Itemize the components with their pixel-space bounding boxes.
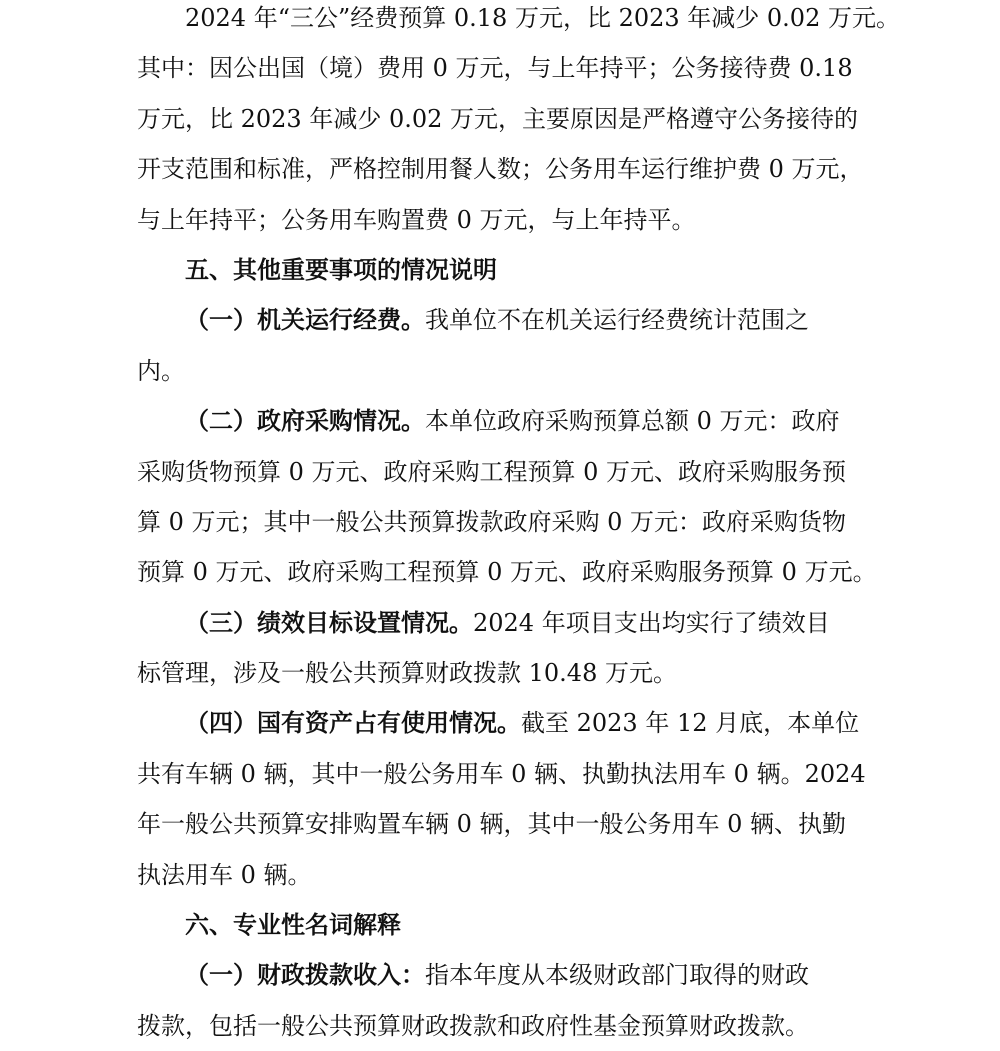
line-text: 我单位不在机关运行经费统计范围之 xyxy=(425,306,809,335)
text-line xyxy=(137,497,900,547)
text-line xyxy=(137,1001,900,1051)
line-text: 算 0 万元；其中一般公共预算拨款政府采购 0 万元：政府采购货物 xyxy=(137,507,847,536)
line-text: 开支范围和标准，严格控制用餐人数；公务用车运行维护费 0 万元， xyxy=(137,155,864,184)
text-line xyxy=(137,94,900,144)
line-text: 截至 2023 年 12 月底，本单位 xyxy=(521,709,860,738)
line-text: 采购货物预算 0 万元、政府采购工程预算 0 万元、政府采购服务预 xyxy=(137,457,847,486)
item-lead: （三）绩效目标设置情况。 xyxy=(185,607,473,637)
line-text: 内。 xyxy=(137,356,185,385)
item-lead: （四）国有资产占有使用情况。 xyxy=(185,708,521,738)
line-text: 预算 0 万元、政府采购工程预算 0 万元、政府采购服务预算 0 万元。 xyxy=(137,558,877,587)
item-lead: （二）政府采购情况。 xyxy=(185,406,425,436)
line-text: 2024 年项目支出均实行了绩效目 xyxy=(473,608,830,637)
text-line xyxy=(137,295,900,345)
text-line xyxy=(137,547,900,597)
document-body xyxy=(137,0,900,1051)
line-text: 2024 年“三公”经费预算 0.18 万元，比 2023 年减少 0.02 万元。 xyxy=(185,4,900,32)
line-text: 执法用车 0 辆。 xyxy=(137,860,312,889)
item-lead: （一）财政拨款收入： xyxy=(185,960,425,990)
text-line xyxy=(137,648,900,698)
line-text: 万元，比 2023 年减少 0.02 万元，主要原因是严格遵守公务接待的 xyxy=(137,104,859,133)
text-line xyxy=(137,447,900,497)
line-text: 拨款，包括一般公共预算财政拨款和政府性基金预算财政拨款。 xyxy=(137,1011,809,1040)
text-line xyxy=(137,195,900,245)
text-line xyxy=(137,749,900,799)
line-text: 其中：因公出国（境）费用 0 万元，与上年持平；公务接待费 0.18 xyxy=(137,54,853,83)
line-text: 指本年度从本级财政部门取得的财政 xyxy=(425,961,809,990)
text-line xyxy=(137,43,900,93)
line-text: 六、专业性名词解释 xyxy=(185,910,401,940)
text-line xyxy=(137,144,900,194)
line-text: 本单位政府采购预算总额 0 万元：政府 xyxy=(425,407,840,436)
text-line xyxy=(137,598,900,648)
text-line xyxy=(137,396,900,446)
text-line xyxy=(137,346,900,396)
line-text: 标管理，涉及一般公共预算财政拨款 10.48 万元。 xyxy=(137,659,677,688)
item-lead: （一）机关运行经费。 xyxy=(185,305,425,335)
line-text: 年一般公共预算安排购置车辆 0 辆，其中一般公务用车 0 辆、执勤 xyxy=(137,810,847,839)
text-line xyxy=(137,950,900,1000)
section-heading xyxy=(137,900,900,950)
text-line xyxy=(137,799,900,849)
line-text: 与上年持平；公务用车购置费 0 万元，与上年持平。 xyxy=(137,205,696,234)
line-text: 共有车辆 0 辆，其中一般公务用车 0 辆、执勤执法用车 0 辆。2024 xyxy=(137,759,866,788)
text-line xyxy=(137,698,900,748)
text-line xyxy=(137,850,900,900)
line-text: 五、其他重要事项的情况说明 xyxy=(185,254,497,284)
text-line xyxy=(137,0,900,43)
section-heading xyxy=(137,245,900,295)
